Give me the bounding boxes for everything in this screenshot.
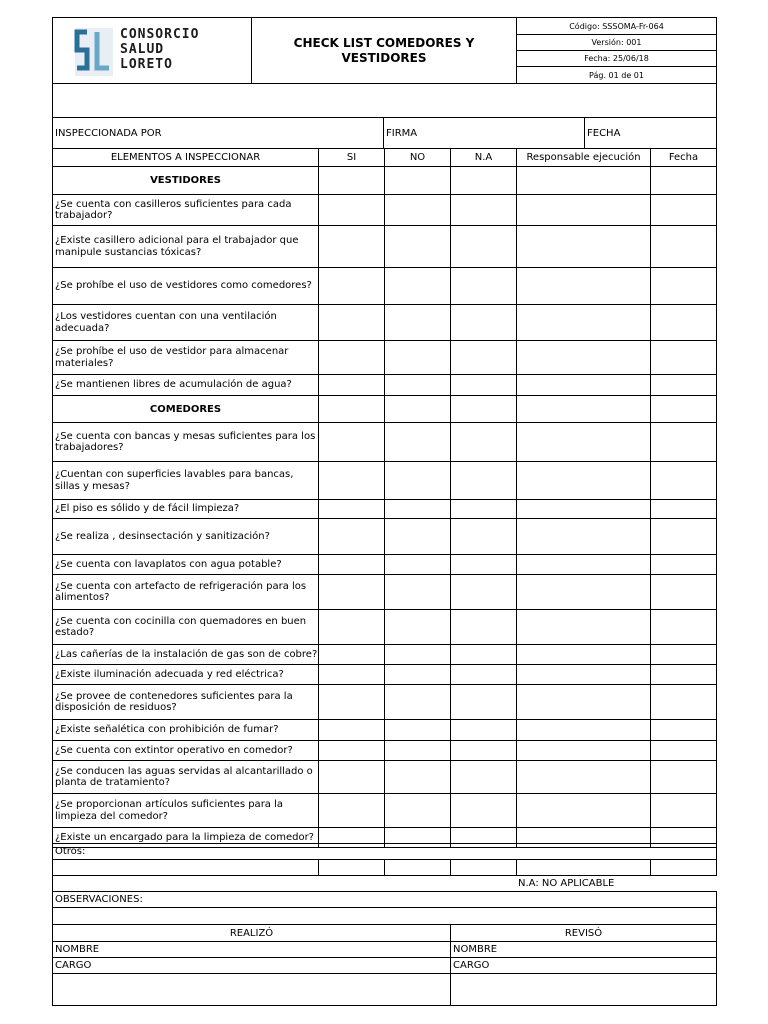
cell-na[interactable] — [450, 340, 517, 375]
checklist-question: ¿Se prohíbe el uso de vestidor para almacenar materiales? — [52, 340, 319, 375]
cell-si[interactable] — [318, 422, 385, 462]
cell-responsable[interactable] — [516, 499, 651, 519]
reviso-cargo-field[interactable]: CARGO — [450, 957, 717, 974]
cell-fecha[interactable] — [650, 166, 717, 195]
checklist-question: ¿El piso es sólido y de fácil limpieza? — [52, 499, 319, 519]
otros-blank-fecha[interactable] — [650, 859, 717, 876]
cell-na[interactable] — [450, 518, 517, 555]
otros-blank-na[interactable] — [450, 859, 517, 876]
cell-si[interactable] — [318, 374, 385, 396]
cell-responsable[interactable] — [516, 684, 651, 720]
cell-responsable[interactable] — [516, 518, 651, 555]
section-title: VESTIDORES — [52, 166, 319, 195]
logo-line-3: LORETO — [120, 57, 173, 72]
cell-no[interactable] — [384, 340, 451, 375]
cell-fecha[interactable] — [650, 609, 717, 645]
cell-na[interactable] — [450, 719, 517, 741]
otros-row: Otros: — [52, 843, 717, 860]
cell-no[interactable] — [384, 719, 451, 741]
cell-no[interactable] — [384, 225, 451, 268]
cell-no[interactable] — [384, 760, 451, 794]
col-header-fecha: Fecha — [650, 148, 717, 167]
cell-no[interactable] — [384, 461, 451, 500]
checklist-question: ¿Se mantienen libres de acumulación de agua? — [52, 374, 319, 396]
cell-fecha[interactable] — [650, 225, 717, 268]
realizo-cargo-field[interactable]: CARGO — [52, 957, 451, 974]
realizo-header: REALIZÓ — [52, 924, 451, 942]
checklist-question: ¿Se proporcionan artículos suficientes para la limpieza del comedor? — [52, 793, 319, 828]
col-header-si: SI — [318, 148, 385, 167]
cell-na[interactable] — [450, 574, 517, 610]
cell-na[interactable] — [450, 166, 517, 195]
cell-responsable[interactable] — [516, 740, 651, 761]
cell-si[interactable] — [318, 574, 385, 610]
cell-no[interactable] — [384, 684, 451, 720]
checklist-question: ¿Se prohíbe el uso de vestidores como comedores? — [52, 267, 319, 305]
cell-na[interactable] — [450, 461, 517, 500]
reviso-header: REVISÓ — [450, 924, 717, 942]
cell-si[interactable] — [318, 518, 385, 555]
col-header-responsable: Responsable ejecución — [516, 148, 651, 167]
cell-responsable[interactable] — [516, 267, 651, 305]
cell-si[interactable] — [318, 461, 385, 500]
cell-no[interactable] — [384, 740, 451, 761]
checklist-question: ¿Se cuenta con cocinilla con quemadores en buen estado? — [52, 609, 319, 645]
cell-responsable[interactable] — [516, 340, 651, 375]
cell-fecha[interactable] — [650, 461, 717, 500]
col-header-elementos: ELEMENTOS A INSPECCIONAR — [52, 148, 319, 167]
checklist-question: ¿Existe un encargado para la limpieza de comedor? — [52, 827, 319, 848]
cell-na[interactable] — [450, 609, 517, 645]
cell-na[interactable] — [450, 554, 517, 575]
cell-si[interactable] — [318, 609, 385, 645]
cell-no[interactable] — [384, 644, 451, 665]
cell-si[interactable] — [318, 499, 385, 519]
cell-fecha[interactable] — [650, 574, 717, 610]
cell-si[interactable] — [318, 225, 385, 268]
cell-si[interactable] — [318, 166, 385, 195]
cell-fecha[interactable] — [650, 793, 717, 828]
cell-no[interactable] — [384, 304, 451, 341]
cell-no[interactable] — [384, 574, 451, 610]
cell-fecha[interactable] — [650, 499, 717, 519]
cell-fecha[interactable] — [650, 684, 717, 720]
checklist-question: ¿Se cuenta con lavaplatos con agua potable? — [52, 554, 319, 575]
cell-responsable[interactable] — [516, 225, 651, 268]
cell-si[interactable] — [318, 740, 385, 761]
cell-no[interactable] — [384, 194, 451, 226]
cell-responsable[interactable] — [516, 166, 651, 195]
doc-version: Versión: 001 — [516, 34, 717, 51]
checklist-question: ¿Cuentan con superficies lavables para bancas, sillas y mesas? — [52, 461, 319, 500]
observaciones-label: OBSERVACIONES: — [52, 891, 717, 908]
fecha-field[interactable]: FECHA — [584, 117, 717, 149]
logo-line-2: SALUD — [120, 42, 165, 57]
inspeccionada-field[interactable]: INSPECCIONADA POR — [52, 117, 384, 149]
cell-no[interactable] — [384, 793, 451, 828]
checklist-question: ¿Se conducen las aguas servidas al alcantarillado o planta de tratamiento? — [52, 760, 319, 794]
checklist-question: ¿Existe iluminación adecuada y red eléctrica? — [52, 664, 319, 685]
cell-na[interactable] — [450, 644, 517, 665]
cell-fecha[interactable] — [650, 664, 717, 685]
cell-na[interactable] — [450, 267, 517, 305]
realizo-firma-field[interactable] — [52, 973, 451, 1006]
checklist-question: ¿Se cuenta con extintor operativo en comedor? — [52, 740, 319, 761]
col-header-na: N.A — [450, 148, 517, 167]
cell-no[interactable] — [384, 374, 451, 396]
blank-row — [52, 83, 717, 118]
section-title: COMEDORES — [52, 395, 319, 423]
checklist-question: ¿Existe casillero adicional para el trabajador que manipule sustancias tóxicas? — [52, 225, 319, 268]
cell-na[interactable] — [450, 194, 517, 226]
cell-responsable[interactable] — [516, 574, 651, 610]
cell-responsable[interactable] — [516, 609, 651, 645]
cell-si[interactable] — [318, 793, 385, 828]
doc-pagina: Pág. 01 de 01 — [516, 66, 717, 84]
cell-responsable[interactable] — [516, 719, 651, 741]
cell-responsable[interactable] — [516, 461, 651, 500]
logo-line-1: CONSORCIO — [120, 27, 200, 42]
doc-fecha: Fecha: 25/06/18 — [516, 50, 717, 67]
cell-si[interactable] — [318, 267, 385, 305]
cell-na[interactable] — [450, 225, 517, 268]
otros-blank-no[interactable] — [384, 859, 451, 876]
cell-fecha[interactable] — [650, 518, 717, 555]
cell-na[interactable] — [450, 304, 517, 341]
cell-fecha[interactable] — [650, 374, 717, 396]
cell-fecha[interactable] — [650, 760, 717, 794]
cell-si[interactable] — [318, 304, 385, 341]
cell-fecha[interactable] — [650, 719, 717, 741]
reviso-firma-field[interactable] — [450, 973, 717, 1006]
cell-no[interactable] — [384, 518, 451, 555]
checklist-question: ¿Existe señalética con prohibición de fumar? — [52, 719, 319, 741]
otros-blank-element[interactable] — [52, 859, 319, 876]
checklist-question: ¿Se cuenta con casilleros suficientes para cada trabajador? — [52, 194, 319, 226]
cell-fecha[interactable] — [650, 644, 717, 665]
cell-si[interactable] — [318, 760, 385, 794]
observaciones-field[interactable] — [52, 907, 717, 925]
cell-na[interactable] — [450, 740, 517, 761]
cell-si[interactable] — [318, 664, 385, 685]
cell-na[interactable] — [450, 760, 517, 794]
reviso-nombre-field[interactable]: NOMBRE — [450, 941, 717, 958]
cell-no[interactable] — [384, 422, 451, 462]
checklist-question: ¿Los vestidores cuentan con una ventilación adecuada? — [52, 304, 319, 341]
cell-na[interactable] — [450, 499, 517, 519]
cell-si[interactable] — [318, 194, 385, 226]
cell-si[interactable] — [318, 644, 385, 665]
cell-na[interactable] — [450, 374, 517, 396]
checklist-question: ¿Se cuenta con bancas y mesas suficientes para los trabajadores? — [52, 422, 319, 462]
cell-responsable[interactable] — [516, 194, 651, 226]
document-title: CHECK LIST COMEDORES Y VESTIDORES — [251, 17, 517, 84]
checklist-question: ¿Se cuenta con artefacto de refrigeración para los alimentos? — [52, 574, 319, 610]
cell-responsable[interactable] — [516, 374, 651, 396]
cell-fecha[interactable] — [650, 395, 717, 423]
cell-responsable[interactable] — [516, 304, 651, 341]
cell-fecha[interactable] — [650, 267, 717, 305]
cell-responsable[interactable] — [516, 422, 651, 462]
cell-responsable[interactable] — [516, 554, 651, 575]
header-logo-box — [52, 17, 252, 84]
doc-codigo: Código: SSSOMA-Fr-064 — [516, 17, 717, 35]
cell-no[interactable] — [384, 554, 451, 575]
cell-responsable[interactable] — [516, 793, 651, 828]
consorcio-logo — [53, 18, 251, 83]
cell-fecha[interactable] — [650, 194, 717, 226]
cell-fecha[interactable] — [650, 304, 717, 341]
cell-no[interactable] — [384, 664, 451, 685]
cell-no[interactable] — [384, 267, 451, 305]
checklist-question: ¿Se provee de contenedores suficientes para la disposición de residuos? — [52, 684, 319, 720]
cell-na[interactable] — [450, 793, 517, 828]
na-legend: N.A: NO APLICABLE — [518, 878, 615, 889]
cell-na[interactable] — [450, 395, 517, 423]
cell-na[interactable] — [450, 422, 517, 462]
na-legend-left-border — [52, 875, 53, 892]
cell-responsable[interactable] — [516, 664, 651, 685]
cell-fecha[interactable] — [650, 422, 717, 462]
cell-si[interactable] — [318, 554, 385, 575]
cell-na[interactable] — [450, 684, 517, 720]
cell-si[interactable] — [318, 684, 385, 720]
cell-no[interactable] — [384, 395, 451, 423]
checklist-question: ¿Se realiza , desinsectación y sanitización? — [52, 518, 319, 555]
cell-responsable[interactable] — [516, 395, 651, 423]
cell-fecha[interactable] — [650, 340, 717, 375]
cell-na[interactable] — [450, 664, 517, 685]
realizo-nombre-field[interactable]: NOMBRE — [52, 941, 451, 958]
checklist-question: ¿Las cañerías de la instalación de gas son de cobre? — [52, 644, 319, 665]
cell-si[interactable] — [318, 395, 385, 423]
col-header-no: NO — [384, 148, 451, 167]
cell-no[interactable] — [384, 609, 451, 645]
cell-fecha[interactable] — [650, 554, 717, 575]
cell-no[interactable] — [384, 499, 451, 519]
firma-field[interactable]: FIRMA — [383, 117, 585, 149]
otros-blank-si[interactable] — [318, 859, 385, 876]
otros-blank-responsable[interactable] — [516, 859, 651, 876]
cell-si[interactable] — [318, 340, 385, 375]
cell-fecha[interactable] — [650, 740, 717, 761]
cell-responsable[interactable] — [516, 760, 651, 794]
cell-si[interactable] — [318, 719, 385, 741]
cell-no[interactable] — [384, 166, 451, 195]
cell-responsable[interactable] — [516, 644, 651, 665]
